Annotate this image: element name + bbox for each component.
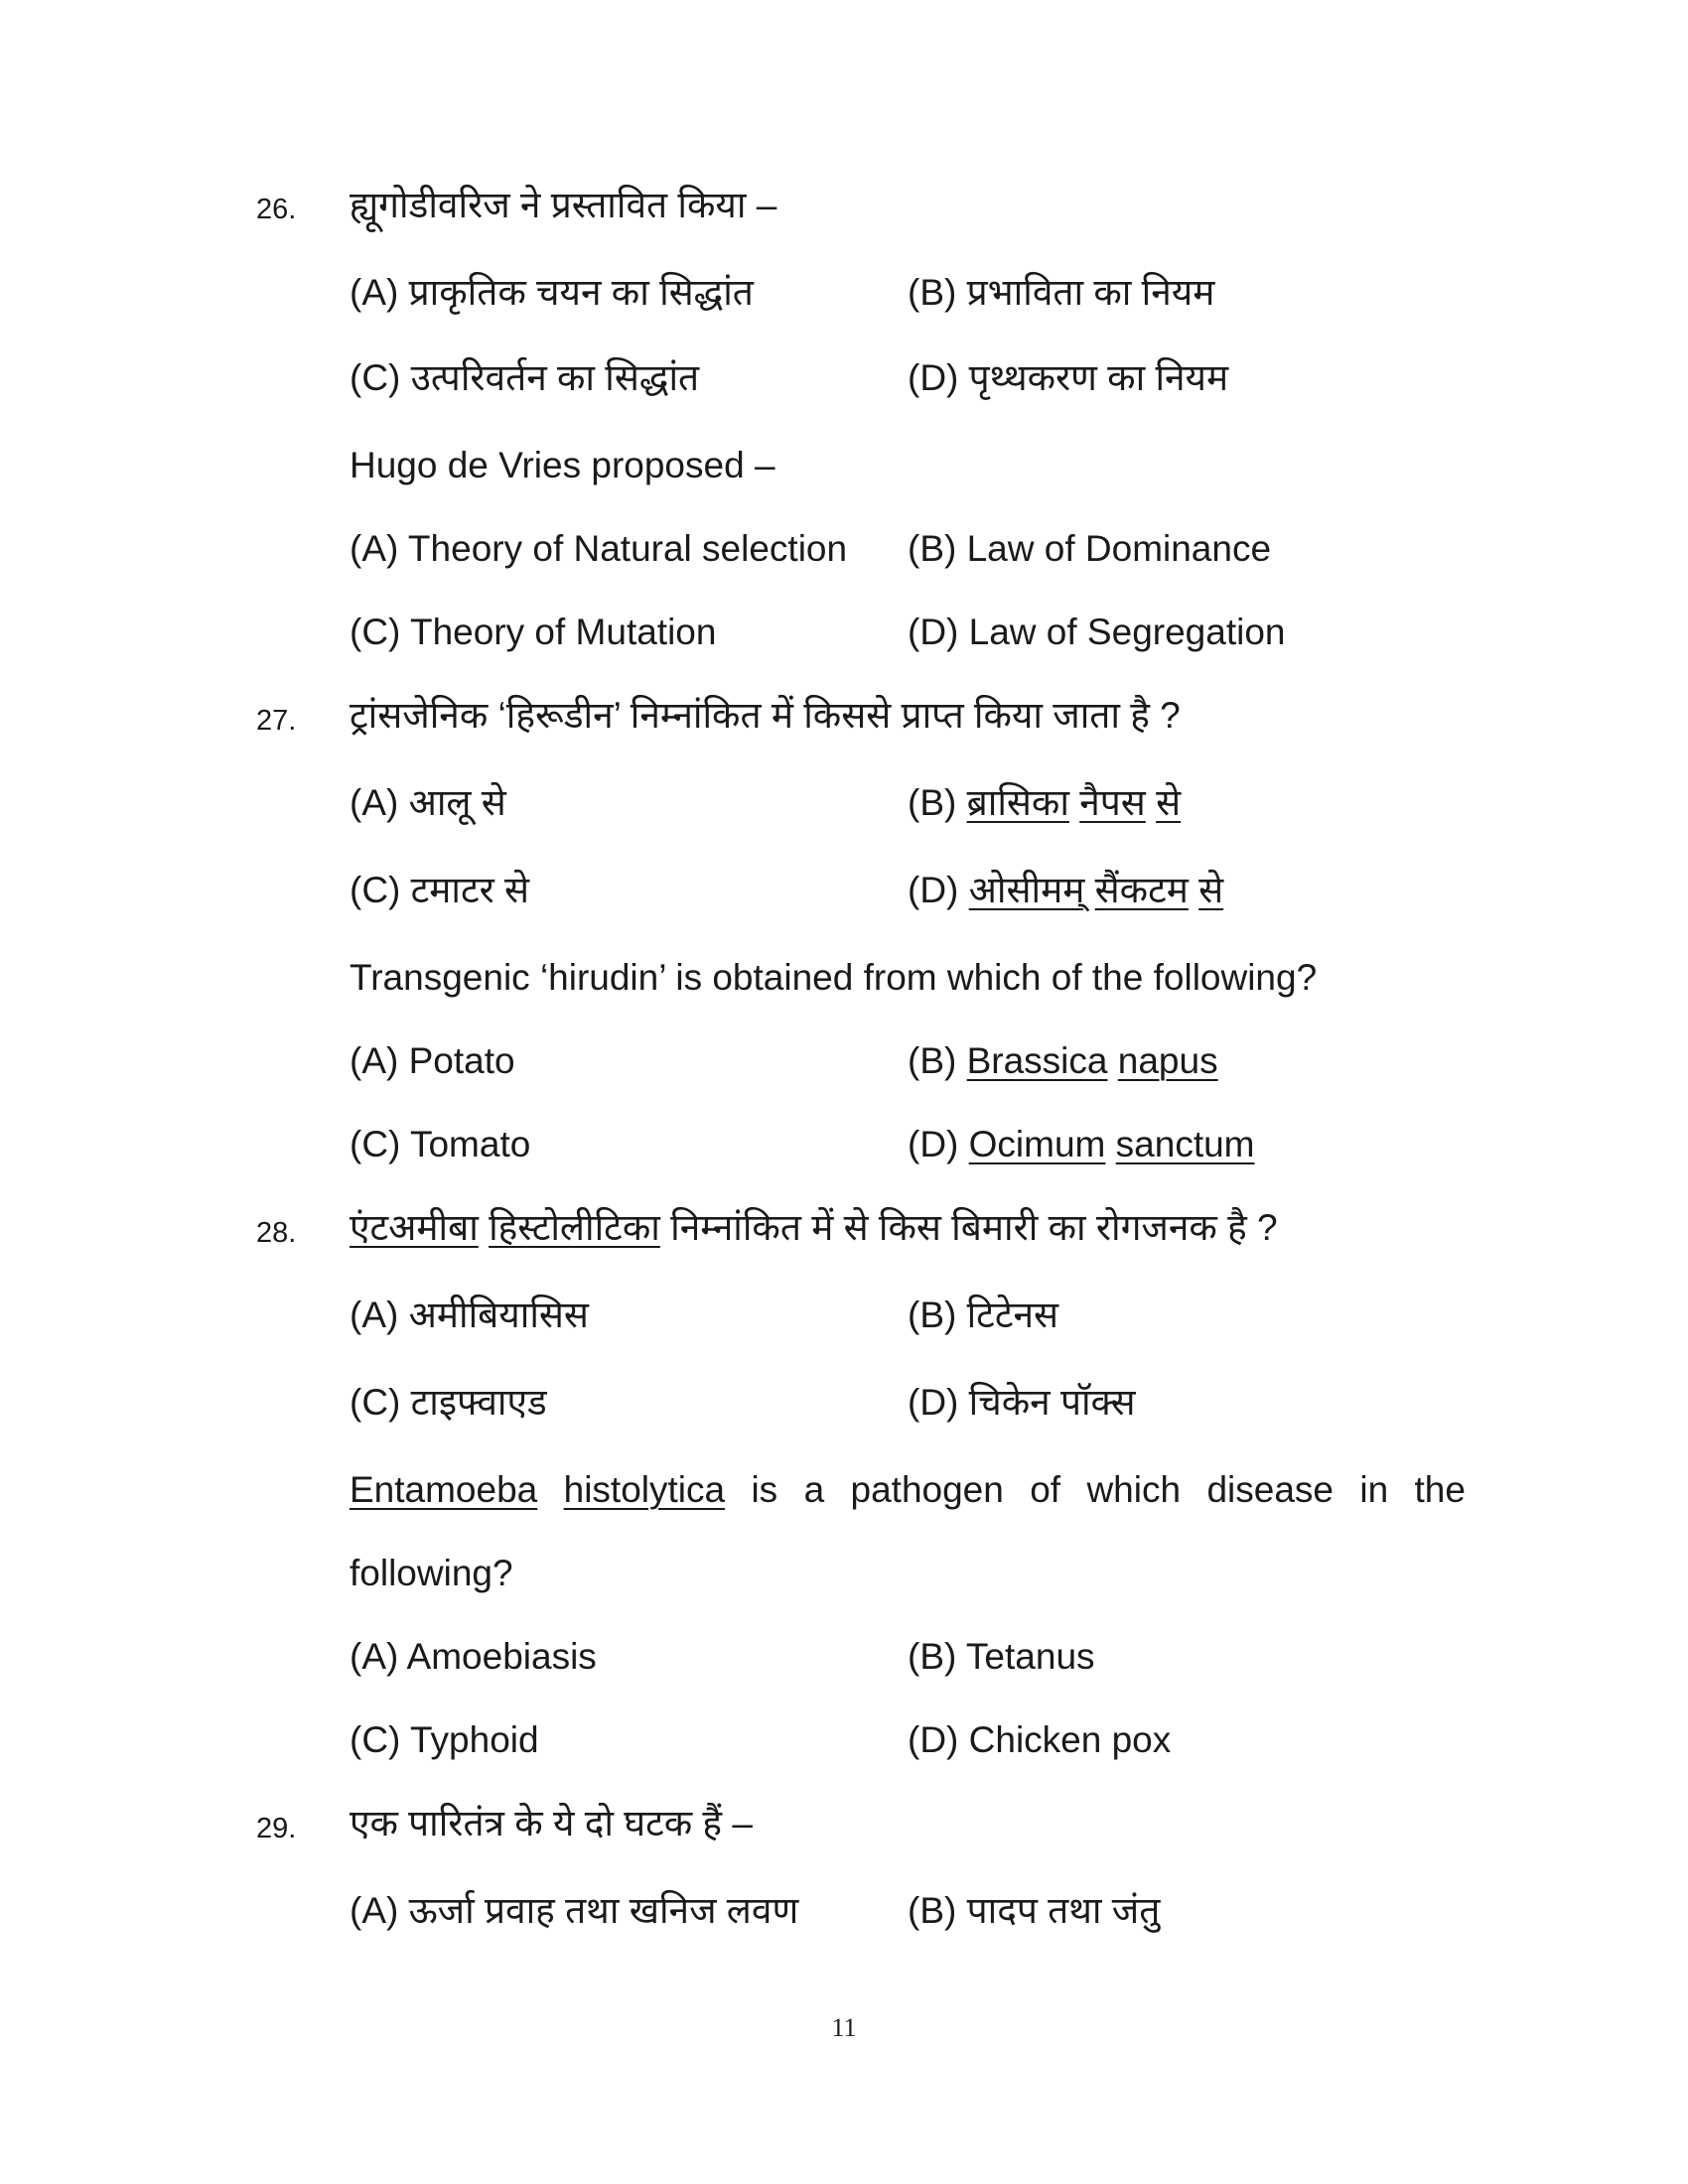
q27-english-option-d bbox=[908, 1122, 1255, 1167]
question-word: a bbox=[803, 1469, 825, 1510]
underlined-word: histolytica bbox=[563, 1469, 726, 1510]
q26-hindi-option-d: (D) पृथ्थकरण का नियम bbox=[908, 357, 1229, 398]
question-28-english-line-2: following? bbox=[350, 1553, 513, 1593]
question-word: in bbox=[1359, 1469, 1389, 1510]
q28-english-option-a: (A) Amoebiasis bbox=[350, 1636, 597, 1677]
question-word: disease bbox=[1206, 1469, 1334, 1510]
underlined-word: हिस्टोलीटिका bbox=[489, 1207, 660, 1248]
question-number-26: 26. bbox=[256, 194, 297, 225]
q27-hindi-option-c: (C) टमाटर से bbox=[350, 870, 530, 910]
q29-hindi-option-b: (B) पादप तथा जंतु bbox=[908, 1890, 1161, 1931]
page-number: 11 bbox=[831, 2013, 857, 2042]
underlined-word: ब्रासिका bbox=[966, 782, 1069, 823]
underlined-word: एंटअमीबा bbox=[350, 1207, 479, 1248]
q28-english-option-d: (D) Chicken pox bbox=[908, 1719, 1172, 1760]
question-word: of bbox=[1030, 1469, 1061, 1510]
option-prefix: (D) bbox=[908, 1124, 969, 1164]
q26-english-option-a: (A) Theory of Natural selection bbox=[350, 528, 848, 569]
q27-hindi-option-d bbox=[908, 868, 1223, 913]
underlined-word: सैंकटम bbox=[1094, 870, 1189, 910]
q28-english-option-c: (C) Typhoid bbox=[350, 1719, 539, 1760]
question-word: pathogen bbox=[850, 1469, 1004, 1510]
question-28-english-line-1 bbox=[350, 1467, 1466, 1513]
question-number-28: 28. bbox=[256, 1217, 297, 1249]
question-number-27: 27. bbox=[256, 705, 297, 737]
q28-hindi-option-a: (A) अमीबियासिस bbox=[350, 1295, 589, 1335]
option-prefix: (B) bbox=[908, 782, 967, 823]
underlined-word: Entamoeba bbox=[350, 1469, 538, 1510]
q26-hindi-option-a: (A) प्राकृतिक चयन का सिद्धांत bbox=[350, 272, 754, 313]
question-26-hindi: ह्यूगोडीवरिज ने प्रस्तावित किया – bbox=[350, 185, 777, 225]
q28-hindi-option-c: (C) टाइफ्वाएड bbox=[350, 1382, 547, 1423]
q27-english-option-c: (C) Tomato bbox=[350, 1124, 531, 1164]
question-number-29: 29. bbox=[256, 1813, 297, 1844]
underlined-word: से bbox=[1198, 870, 1224, 910]
underlined-word: Brassica bbox=[966, 1040, 1108, 1081]
underlined-word: नैपस bbox=[1079, 782, 1146, 823]
q26-hindi-option-c: (C) उत्परिवर्तन का सिद्धांत bbox=[350, 357, 700, 398]
q26-english-option-b: (B) Law of Dominance bbox=[908, 528, 1272, 569]
q27-hindi-option-b bbox=[908, 780, 1181, 826]
question-word: the bbox=[1414, 1469, 1466, 1510]
underlined-word: napus bbox=[1117, 1040, 1218, 1081]
question-29-hindi: एक पारितंत्र के ये दो घटक हैं – bbox=[350, 1803, 753, 1843]
question-text: निम्नांकित में से किस बिमारी का रोगजनक है ? bbox=[670, 1207, 1278, 1248]
q26-hindi-option-b: (B) प्रभाविता का नियम bbox=[908, 272, 1215, 313]
underlined-word: ओसीमम् bbox=[968, 870, 1085, 910]
question-26-english: Hugo de Vries proposed – bbox=[350, 445, 775, 485]
q28-hindi-option-b: (B) टिटेनस bbox=[908, 1295, 1059, 1335]
q27-hindi-option-a: (A) आलू से bbox=[350, 782, 506, 823]
option-prefix: (D) bbox=[908, 870, 969, 910]
option-prefix: (B) bbox=[908, 1040, 967, 1081]
question-28-hindi bbox=[350, 1205, 1278, 1251]
underlined-word: Ocimum bbox=[968, 1124, 1106, 1164]
question-27-english: Transgenic ‘hirudin’ is obtained from which of the following? bbox=[350, 957, 1318, 998]
underlined-word: से bbox=[1156, 782, 1182, 823]
question-word: is bbox=[751, 1469, 778, 1510]
underlined-word: sanctum bbox=[1115, 1124, 1255, 1164]
question-27-hindi: ट्रांसजेनिक ‘हिरूडीन’ निम्नांकित में किससे प्राप्त किया जाता है ? bbox=[350, 695, 1181, 736]
q29-hindi-option-a: (A) ऊर्जा प्रवाह तथा खनिज लवण bbox=[350, 1890, 799, 1931]
q27-english-option-a: (A) Potato bbox=[350, 1040, 515, 1081]
q27-english-option-b bbox=[908, 1038, 1218, 1084]
q26-english-option-d: (D) Law of Segregation bbox=[908, 612, 1286, 652]
q28-english-option-b: (B) Tetanus bbox=[908, 1636, 1095, 1677]
q26-english-option-c: (C) Theory of Mutation bbox=[350, 612, 717, 652]
question-word: which bbox=[1086, 1469, 1182, 1510]
q28-hindi-option-d: (D) चिकेन पॉक्स bbox=[908, 1382, 1136, 1423]
